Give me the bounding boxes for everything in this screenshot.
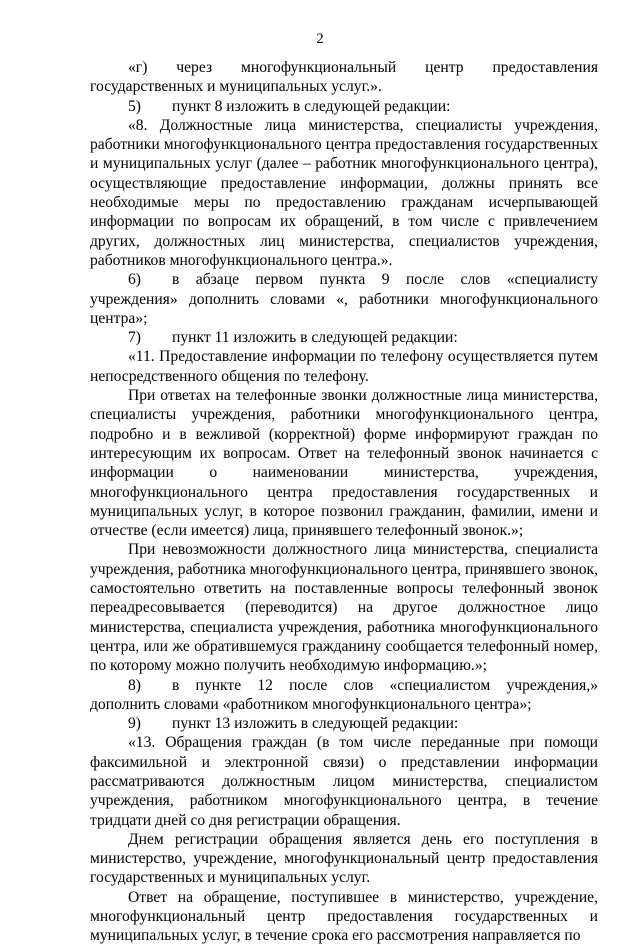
paragraph — [90, 830, 598, 888]
paragraph-text: «11. Предоставление информации по телефону осуществляется путем непосредственного общения по телефону. — [90, 348, 598, 385]
paragraph — [90, 733, 598, 829]
paragraph — [90, 58, 598, 97]
paragraph-text: «8. Должностные лица министерства, специалисты учреждения, работники многофункционального центра предоставления государственных и муниципальных услуг (далее – работник многофункционального центра), осуществляющие предоставление информации, должны принять все необходимые меры по предоставлению гражданам исчерпывающей информации по вопросам их обращений, в том числе с привлечением других, должностных лиц министерства, специалистов учреждения, работников многофункционального центра.». — [90, 116, 598, 269]
document-body — [90, 58, 598, 946]
paragraph-text: «г) через многофункциональный центр предоставления государственных и муниципальных услуг.». — [90, 59, 598, 96]
page-number: 2 — [316, 31, 324, 47]
list-item-number: 6) — [128, 271, 141, 289]
paragraph — [90, 347, 598, 386]
list-item — [90, 328, 598, 347]
list-item — [90, 97, 598, 116]
list-item-number: 7) — [128, 329, 141, 347]
paragraph — [90, 386, 598, 540]
paragraph-text: Ответ на обращение, поступившее в министерство, учреждение, многофункциональный центр предоставления государственных и муниципальных услуг, в течение срока его рассмотрения направляется по — [90, 888, 598, 945]
paragraph — [90, 888, 598, 946]
paragraph-text: пункт 11 изложить в следующей редакции: — [172, 329, 458, 347]
list-item-number: 8) — [128, 676, 141, 694]
paragraph-text: в абзаце первом пункта 9 после слов «специалисту учреждения» дополнить словами «, работники многофункционального центра»; — [90, 271, 598, 327]
list-item — [90, 270, 598, 328]
paragraph — [90, 116, 598, 270]
list-item-number: 5) — [128, 97, 141, 115]
paragraph-text: пункт 13 изложить в следующей редакции: — [172, 715, 459, 733]
paragraph-text: Днем регистрации обращения является день его поступления в министерство, учреждение, многофункциональный центр предоставления государственных и муниципальных услуг. — [90, 830, 598, 887]
list-item — [90, 714, 598, 733]
paragraph — [90, 540, 598, 675]
paragraph-text: пункт 8 изложить в следующей редакции: — [172, 97, 451, 115]
paragraph-text: При невозможности должностного лица министерства, специалиста учреждения, работника многофункционального центра, принявшего звонок, самостоятельно ответить на поставленные вопросы телефонный звонок переадресовывается (переводится) на другое должностное лицо министерства, специалиста учреждения, работника многофункционального центра, или же обратившемуся гражданину сообщается телефонный номер, по которому можно получить необходимую информацию.»; — [90, 541, 598, 675]
list-item — [90, 676, 598, 715]
paragraph-text: При ответах на телефонные звонки должностные лица министерства, специалисты учреждения, работники многофункционального центра, подробно и в вежливой (корректной) форме информируют граждан по интересующим их вопросам. Ответ на телефонный звонок начинается с информации о наименовании министерства, учреждения, многофункционального центра предоставления государственных и муниципальных услуг, в которое позвонил гражданин, фамилии, имени и отчестве (если имеется) лица, принявшего телефонный звонок.»; — [90, 387, 598, 540]
paragraph-text: в пункте 12 после слов «специалистом учреждения,» дополнить словами «работником многофункционального центра»; — [90, 676, 598, 713]
list-item-number: 9) — [128, 715, 141, 733]
paragraph-text: «13. Обращения граждан (в том числе переданные при помощи факсимильной и электронной связи) о представлении информации рассматриваются должностным лицом министерства, специалистом учреждения, работником многофункционального центра, в течение тридцати дней со дня регистрации обращения. — [90, 734, 598, 829]
